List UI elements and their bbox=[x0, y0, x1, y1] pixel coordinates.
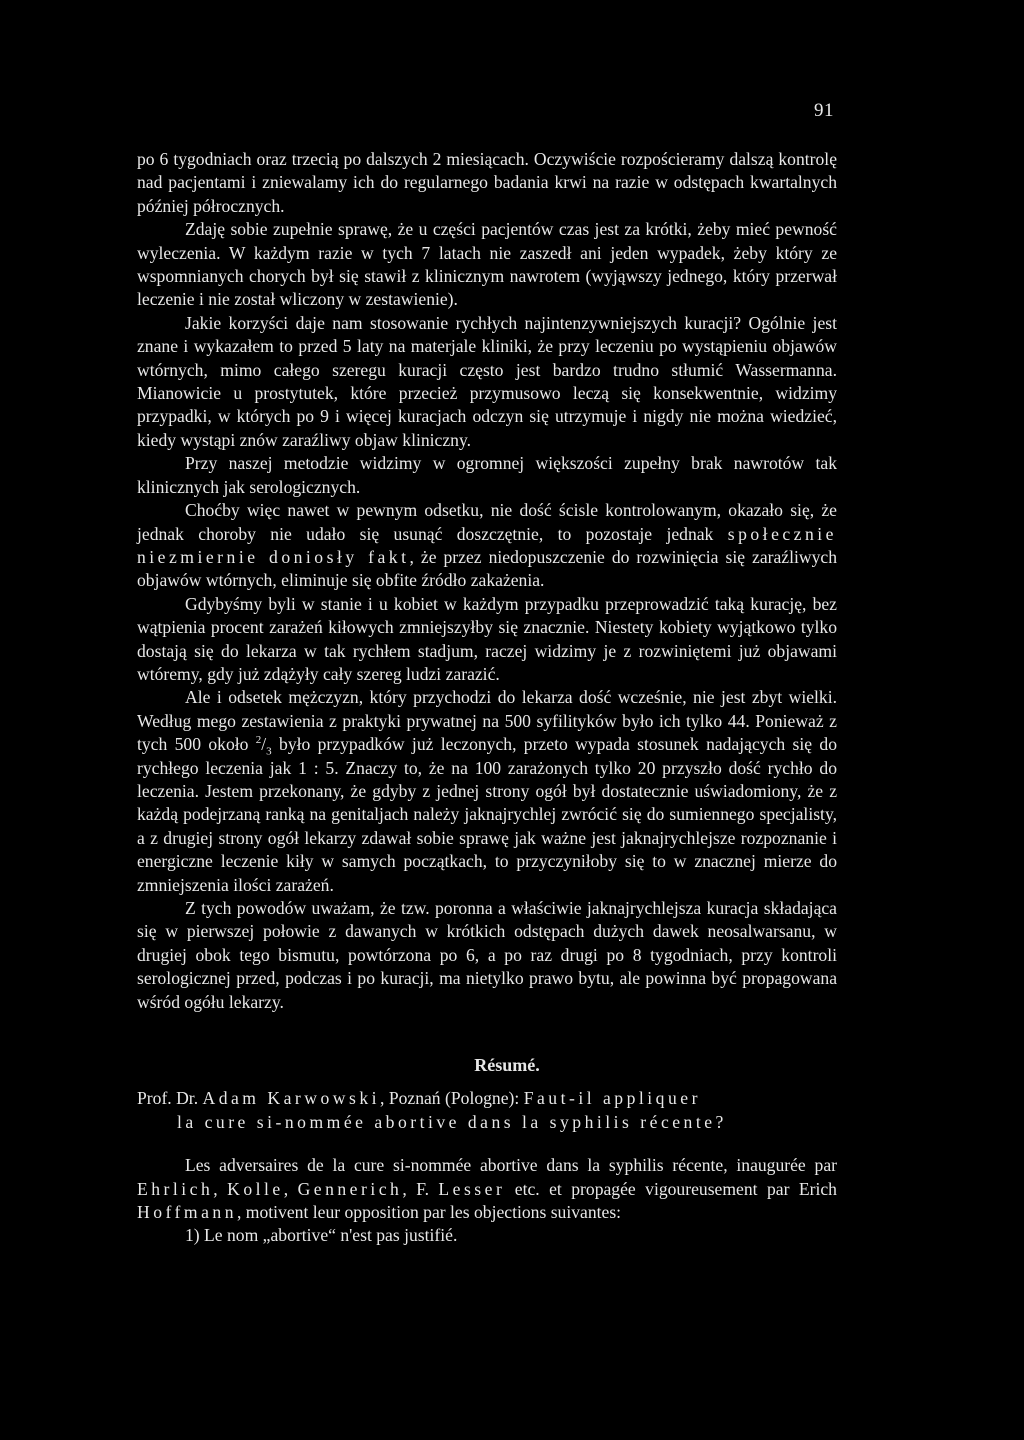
paragraph-5 bbox=[137, 499, 837, 593]
resume-question-line bbox=[137, 1111, 837, 1134]
name-hoffmann: Hoffmann bbox=[137, 1202, 237, 1223]
objection-item-1: 1) Le nom „abortive“ n'est pas justifié. bbox=[185, 1225, 458, 1246]
paragraph-7: Ale i odsetek mężczyzn, który przychodzi do lekarza dość wcześnie, nie jest zbyt wielki. Według mego zestawienia z praktyki prywatnej na 500 syfilityków było ich tylko 44. Ponieważ z tych 500 około $^2/_3$ było przypadków już leczonych, przeto wypada stosunek nadających się do rychłego leczenia jak 1 : 5. Znaczy to, że na 100 zarażonych tylko 20 przyszło dość rychło do leczenia. Jestem przekonany, że gdyby z jednej strony ogół był dostatecznie uświadomiony, że z każdą podejrzaną ranką na genitaljach należy jaknajrychlej zwrócić się do sumiennego specjalisty, a z drugiej strony ogół lekarzy zdawał sobie sprawę jak ważne jest jaknajrychlejsze rozpoznanie i energiczne leczenie kiły w samych początkach, to przyczyniłoby się to w znacznej mierze do zmniejszenia ilości zarażeń. bbox=[137, 687, 837, 895]
fraction-denominator: 3 bbox=[266, 745, 272, 758]
paragraph-1: po 6 tygodniach oraz trzecią po dalszych 2 miesiącach. Oczywiście rozpościeramy dalszą kontrolę nad pacjentami i zniewalamy ich do regularnego badania krwi na razie w odstępach kwartalnych później półrocznych. bbox=[137, 149, 837, 216]
name-kolle: Kolle bbox=[227, 1178, 284, 1199]
name-lesser: Lesser bbox=[438, 1178, 506, 1199]
paragraph-5-b: , że przez niedopuszczenie do rozwinięcia się zaraźliwych objawów wtórnych, eliminuje się obfite źródło zakażenia. bbox=[137, 546, 838, 591]
name-gennerich: Gennerich bbox=[297, 1178, 403, 1199]
spaced-emphasis: społecznie niezmiernie doniosły fakt bbox=[137, 523, 837, 567]
body-text bbox=[137, 148, 837, 1248]
author-name: Adam Karwowski bbox=[202, 1088, 381, 1109]
author-prefix: Prof. Dr. bbox=[137, 1088, 199, 1109]
page-number: 91 bbox=[814, 100, 834, 121]
resume-title: Résumé. bbox=[474, 1055, 540, 1076]
author-place: , Poznań (Pologne): bbox=[380, 1088, 520, 1109]
resume-body-b: etc. et propagée vigoureusement par Erich bbox=[514, 1178, 837, 1199]
paragraph-7-a: Ale i odsetek mężczyzn, który przychodzi do lekarza dość wcześnie, nie jest zbyt wielki. Według mego zestawienia z praktyki prywatnej na 500 syfilityków było ich tylko 44. Ponieważ z tych 500 około bbox=[137, 687, 837, 755]
paragraph-2: Zdaję sobie zupełnie sprawę, że u części pacjentów czas jest za krótki, żeby mieć pewność wyleczenia. W każdym razie w tych 7 latach nie zaszedł ani jeden wypadek, żeby który ze wspomnianych chorych był się stawił z klinicznym nawrotem (wyjąwszy jednego, który przerwał leczenie i nie został wliczony w zestawienie). bbox=[137, 219, 837, 310]
fraction-numerator: 2 bbox=[255, 734, 262, 747]
paragraph-3: Jakie korzyści daje nam stosowanie rychłych najintenzywniejszych kuracji? Ogólnie jest znane i wykazałem to przed 5 laty na materjale kliniki, że przy leczeniu po wystąpieniu objawów wtórnych, mimo całego szeregu kuracji często jest bardzo trudno stłumić Wassermanna. Mianowicie u prostytutek, które przecież przymusowo leczą się konsekwentnie, widzimy przypadki, w których po 9 i więcej kuracjach odczyn się utrzymuje i nigdy nie można wiedzieć, kiedy wystąpi znów zaraźliwy objaw kliniczny. bbox=[137, 312, 837, 450]
paragraph-5-a: Choćby więc nawet w pewnym odsetku, nie dość ścisle kontrolowanym, okazało się, że jednak choroby nie udało się usunąć doszczętnie, to pozostaje jednak bbox=[137, 500, 837, 544]
resume-paragraph bbox=[137, 1154, 837, 1224]
resume-body-a: Les adversaires de la cure si-nommée abortive dans la syphilis récente, inaugurée par bbox=[185, 1155, 837, 1176]
separator: , F. bbox=[402, 1178, 429, 1199]
resume-body-c: , motivent leur opposition par les objections suivantes: bbox=[237, 1202, 622, 1223]
resume-author-line bbox=[137, 1087, 837, 1110]
separator: , bbox=[213, 1178, 218, 1199]
question-line-2: la cure si-nommée abortive dans la syphilis récente? bbox=[177, 1111, 727, 1132]
paragraph-7-b: było przypadków już leczonych, przeto wypada stosunek nadających się do rychłego leczenia jak 1 : 5. Znaczy to, że na 100 zarażonych tylko 20 przyszło dość rychło do leczenia. Jestem przekonany, że gdyby z jednej strony ogół był dostatecznie uświadomiony, że z każdą podejrzaną ranką na genitaljach należy jaknajrychlej zwrócić się do sumiennego specjalisty, a z drugiej strony ogół lekarzy zdawał sobie sprawę jak ważne jest jaknajrychlejsze rozpoznanie i energiczne leczenie kiły w samych początkach, to przyczyniłoby się to w znacznej mierze do zmniejszenia ilości zarażeń. bbox=[137, 734, 837, 895]
separator: , bbox=[283, 1178, 289, 1199]
paragraph-4: Przy naszej metodzie widzimy w ogromnej większości zupełny brak nawrotów tak klinicznych jak serologicznych. bbox=[137, 453, 837, 497]
paragraph-6: Gdybyśmy byli w stanie i u kobiet w każdym przypadku przeprowadzić taką kurację, bez wątpienia procent zarażeń kiłowych zmniejszyłby się znacznie. Niestety kobiety wyjątkowo tylko dostają się do lekarza w tak rychłem stadjum, raczej widzimy je z rozwiniętemi już objawami wtóremy, gdy już zdążyły cały szereg ludzi zarazić. bbox=[137, 593, 837, 684]
name-ehrlich: Ehrlich bbox=[137, 1178, 214, 1199]
question-line-1: Faut-il appliquer bbox=[523, 1088, 701, 1109]
paragraph-8: Z tych powodów uważam, że tzw. poronna a właściwie jaknajrychlejsza kuracja składająca się w pierwszej połowie z dawanych w krótkich odstępach dużych dawek neosalwarsanu, w drugiej obok tego bismutu, powtórzona po 6, a po raz drugi po 8 tygodniach, przy kontroli serologicznej przed, podczas i po kuracji, ma nietylko prawo bytu, ale powinna być propagowana wśród ogółu lekarzy. bbox=[137, 898, 837, 1012]
resume-heading bbox=[137, 1087, 837, 1134]
